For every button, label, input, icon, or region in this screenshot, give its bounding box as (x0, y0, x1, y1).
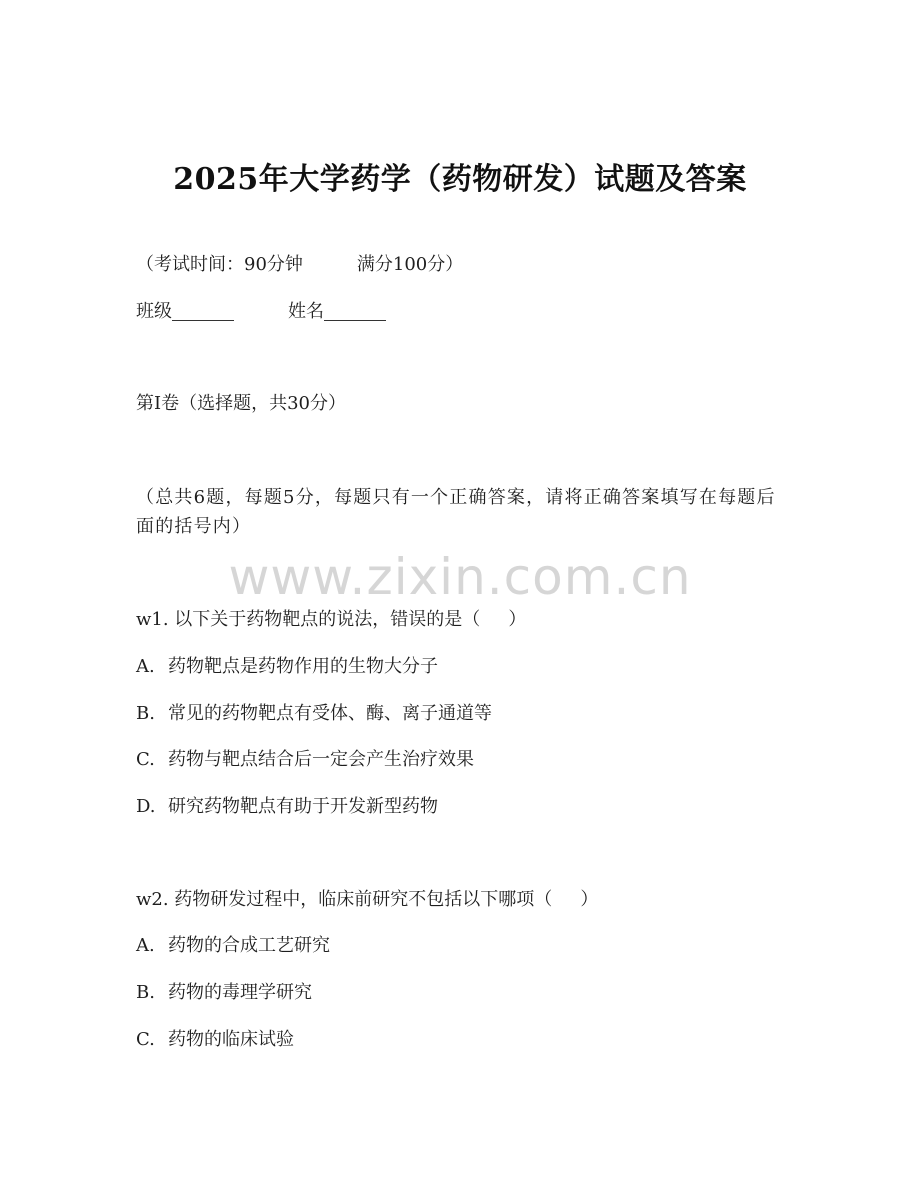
option-letter: A. (136, 935, 155, 956)
watermark: www.zixin.com.cn (228, 548, 692, 606)
section-heading: 第Ⅰ卷（选择题，共30分） (136, 393, 347, 414)
question-2-option-b (136, 980, 312, 1006)
name-label: 姓名 (288, 301, 324, 322)
question-1-option-d (136, 794, 438, 820)
student-fields (136, 299, 386, 325)
question-1-option-b (136, 701, 492, 727)
question-1-option-a (136, 654, 438, 680)
option-text: 药物的毒理学研究 (168, 982, 312, 1003)
option-text: 药物的合成工艺研究 (168, 935, 330, 956)
option-text: 药物与靶点结合后一定会产生治疗效果 (168, 749, 474, 770)
question-2-stem: w2. 药物研发过程中，临床前研究不包括以下哪项（ ） (136, 889, 599, 910)
class-blank[interactable] (172, 300, 234, 321)
document-title: 2025年大学药学（药物研发）试题及答案 (173, 162, 747, 197)
name-blank[interactable] (324, 300, 386, 321)
option-letter: C. (136, 749, 155, 770)
option-text: 药物的临床试验 (168, 1029, 294, 1050)
option-letter: A. (136, 656, 155, 677)
option-letter: B. (136, 982, 155, 1003)
exam-time: （考试时间：90分钟 (136, 254, 303, 275)
option-letter: B. (136, 703, 155, 724)
class-label: 班级 (136, 301, 172, 322)
section-instructions: （总共6题，每题5分，每题只有一个正确答案，请将正确答案填写在每题后面的括号内） (136, 487, 776, 537)
exam-info (136, 252, 463, 278)
option-text: 药物靶点是药物作用的生物大分子 (168, 656, 438, 677)
question-1-option-c (136, 747, 474, 773)
option-text: 研究药物靶点有助于开发新型药物 (168, 796, 438, 817)
option-letter: D. (136, 796, 156, 817)
exam-score: 满分100分） (356, 254, 464, 275)
question-2-option-a (136, 933, 330, 959)
option-letter: C. (136, 1029, 155, 1050)
question-1-stem: w1. 以下关于药物靶点的说法，错误的是（ ） (136, 609, 527, 630)
option-text: 常见的药物靶点有受体、酶、离子通道等 (168, 703, 492, 724)
question-2-option-c (136, 1027, 294, 1053)
